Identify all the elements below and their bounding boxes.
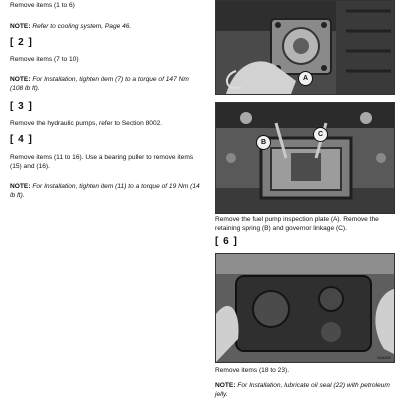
caption-remove-18-23: Remove items (18 to 23).	[215, 367, 290, 374]
instruction-remove-1-6: Remove items (1 to 6)	[10, 2, 75, 9]
note-torque-item-11	[10, 183, 200, 200]
photo-items-18-23-illustration	[216, 254, 394, 362]
note-label: NOTE:	[10, 23, 31, 30]
note-text: Refer to cooling system, Page 46.	[30, 23, 132, 30]
photo-governor-linkage-illustration	[216, 103, 394, 213]
step-heading-4: [ 4 ]	[10, 134, 33, 145]
caption-fuel-pump-plate: Remove the fuel pump inspection plate (A). Remove the retaining spring (B) and governor linkage (C).	[215, 216, 379, 232]
step-heading-6: [ 6 ]	[215, 236, 238, 247]
note-label: NOTE:	[10, 76, 31, 83]
note-lubricate-seal	[215, 382, 393, 399]
photo-pump-plate	[215, 0, 395, 95]
step-heading-3: [ 3 ]	[10, 101, 33, 112]
callout-c: C	[313, 127, 328, 142]
note-label: NOTE:	[10, 183, 31, 190]
note-cooling-system	[10, 23, 200, 32]
photo-governor-linkage	[215, 102, 395, 214]
note-text: For Installation, tighten item (7) to a torque of 147 Nm (108 lb ft).	[10, 76, 189, 92]
callout-b: B	[256, 135, 271, 150]
photo-items-18-23	[215, 253, 395, 363]
instruction-remove-11-16: Remove items (11 to 16). Use a bearing puller to remove items (15) and (16).	[10, 154, 194, 170]
photo-reference-code: 00A000	[377, 355, 391, 360]
step-heading-2: [ 2 ]	[10, 37, 33, 48]
note-text: For Installation, tighten item (11) to a torque of 19 Nm (14 lb ft).	[10, 183, 200, 199]
note-text: For Installation, lubricate oil seal (22) with petroleum jelly.	[215, 382, 390, 398]
callout-a: A	[298, 71, 313, 86]
instruction-remove-7-10: Remove items (7 to 10)	[10, 56, 79, 63]
instruction-remove-hydraulic-pumps: Remove the hydraulic pumps, refer to Section 8002.	[10, 120, 163, 127]
note-torque-item-7	[10, 76, 200, 93]
note-label: NOTE:	[215, 382, 236, 389]
